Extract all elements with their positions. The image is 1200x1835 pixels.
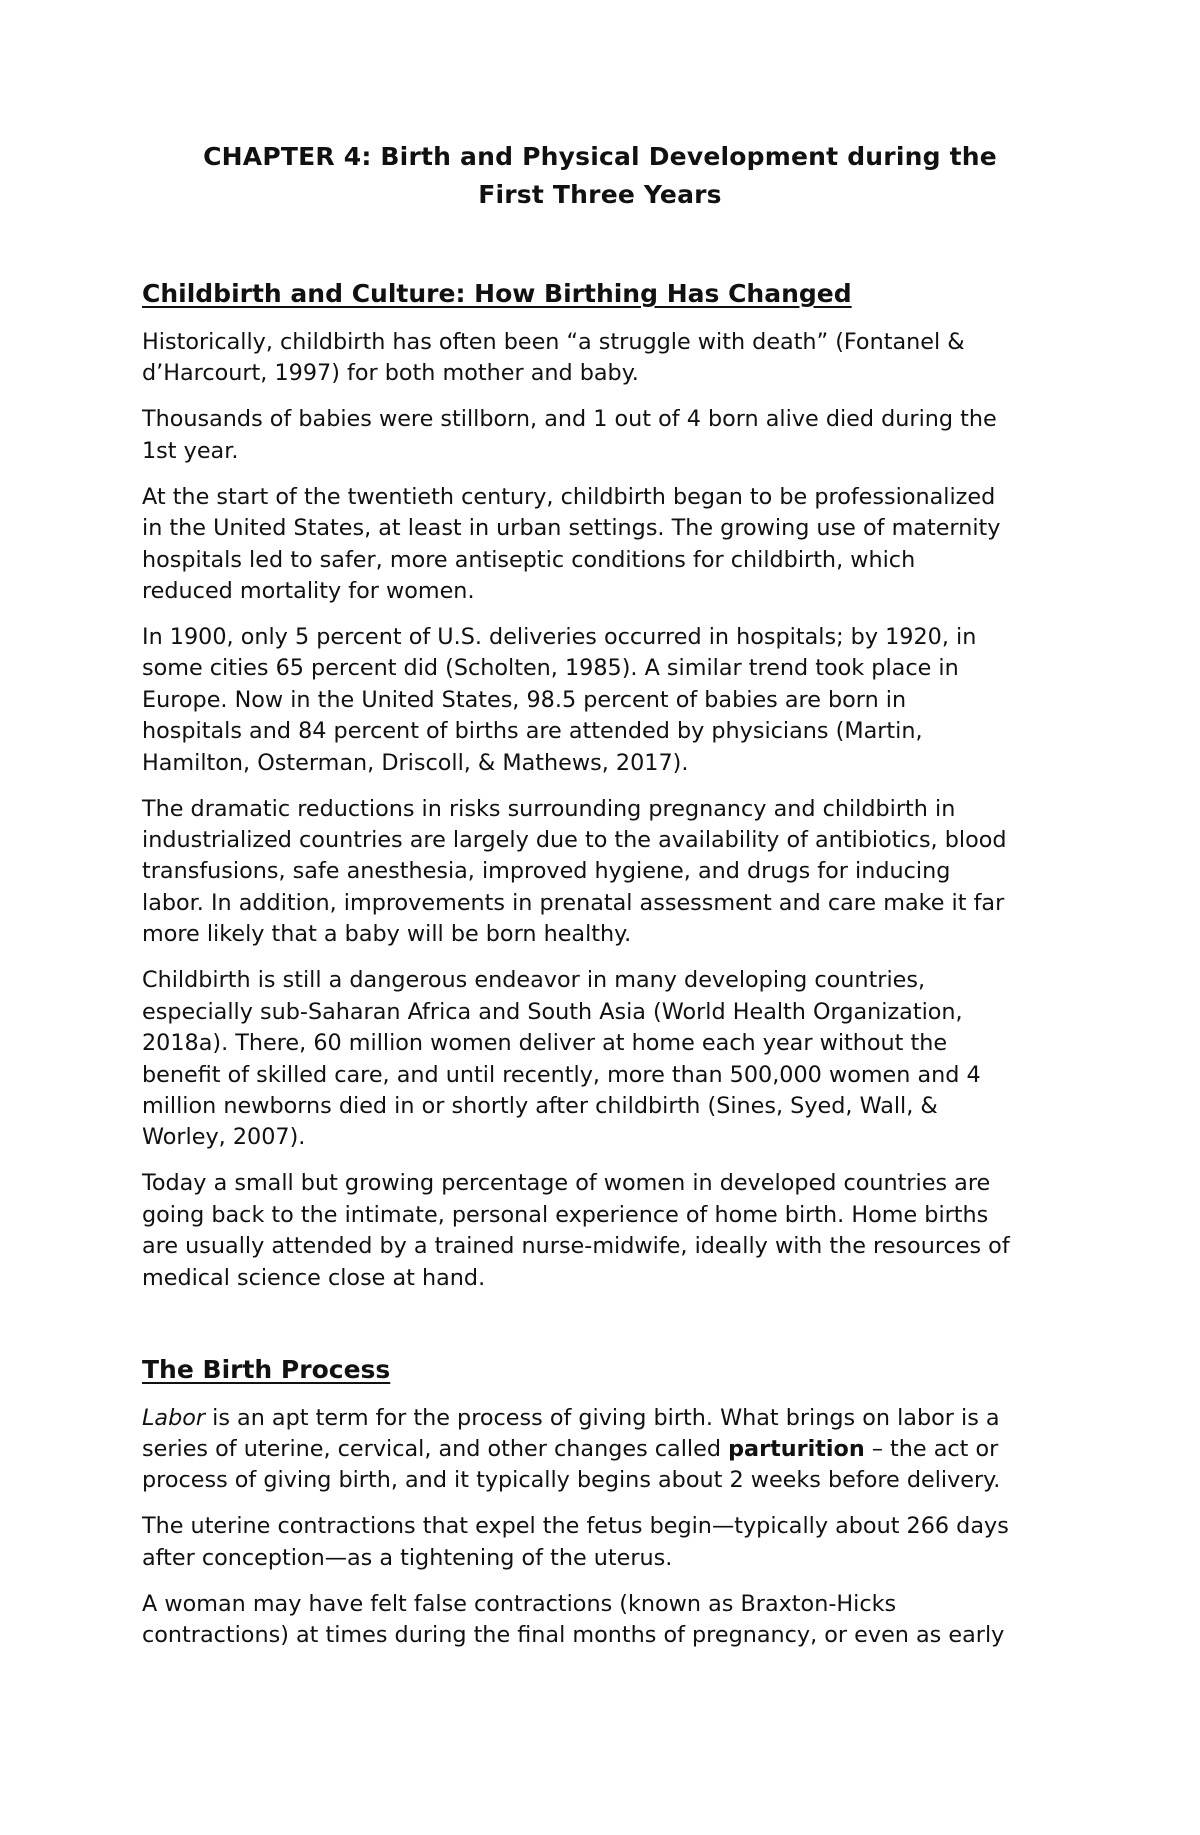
paragraph-line: At the start of the twentieth century, childbirth began to be professionalized (142, 483, 996, 510)
section-childbirth-and-culture (142, 275, 1072, 1294)
paragraph-line: especially sub-Saharan Africa and South Asia (World Health Organization, (142, 998, 963, 1025)
paragraph-line: A woman may have felt false contractions (known as Braxton-Hicks (142, 1590, 897, 1617)
paragraph-line: hospitals and 84 percent of births are attended by physicians (Martin, (142, 718, 923, 745)
paragraph-line: contractions) at times during the final months of pregnancy, or even as early (142, 1622, 1005, 1649)
document-body (142, 275, 1072, 1666)
section-heading: Childbirth and Culture: How Birthing Has Changed (142, 279, 852, 308)
paragraph-line: process of giving birth, and it typically begins about 2 weeks before delivery. (142, 1467, 1001, 1494)
paragraph-line: 1st year. (142, 437, 239, 464)
paragraph-line: Today a small but growing percentage of women in developed countries are (142, 1170, 991, 1197)
paragraph-line: more likely that a baby will be born healthy. (142, 921, 632, 948)
paragraph-line: Historically, childbirth has often been “a struggle with death” (Fontanel & (142, 329, 965, 355)
paragraph-line: Hamilton, Osterman, Driscoll, & Mathews, 2017). (142, 749, 689, 776)
bold-term: parturition (728, 1435, 865, 1462)
paragraph-line (142, 1434, 1072, 1465)
section-heading: The Birth Process (142, 1354, 391, 1384)
paragraph (142, 1589, 1072, 1652)
section-birth-process (142, 1351, 1072, 1652)
paragraph (142, 1168, 1072, 1294)
section-spacer (142, 1309, 1072, 1351)
paragraph-line: benefit of skilled care, and until recently, more than 500,000 women and 4 (142, 1061, 981, 1088)
paragraph (142, 327, 1072, 390)
paragraph (142, 965, 1072, 1153)
italic-term: Labor (142, 1404, 206, 1431)
paragraph-text: series of uterine, cervical, and other changes called (142, 1435, 729, 1462)
paragraph-line: million newborns died in or shortly after childbirth (Sines, Syed, Wall, & (142, 1092, 938, 1119)
paragraph-line: d’Harcourt, 1997) for both mother and baby. (142, 360, 639, 387)
paragraph-line: are usually attended by a trained nurse-midwife, ideally with the resources of (142, 1233, 1010, 1260)
paragraph-text: is an apt term for the process of giving birth. What brings on labor is a (205, 1404, 1000, 1431)
paragraph (142, 1511, 1072, 1574)
paragraph-line: Childbirth is still a dangerous endeavor in many developing countries, (142, 967, 926, 994)
paragraph-line: medical science close at hand. (142, 1264, 486, 1291)
chapter-title-line: CHAPTER 4: Birth and Physical Development during the (203, 142, 997, 171)
paragraph-line: The uterine contractions that expel the fetus begin—typically about 266 days (142, 1513, 1009, 1540)
paragraph-line: hospitals led to safer, more antiseptic conditions for childbirth, which (142, 546, 916, 573)
paragraph-line: The dramatic reductions in risks surrounding pregnancy and childbirth in (142, 795, 956, 822)
paragraph (142, 482, 1072, 608)
paragraph-line: in the United States, at least in urban settings. The growing use of maternity (142, 515, 1001, 542)
paragraph-line: Thousands of babies were stillborn, and 1 out of 4 born alive died during the (142, 406, 997, 433)
paragraph-line: labor. In addition, improvements in prenatal assessment and care make it far (142, 889, 1005, 916)
paragraph-line (142, 1403, 1072, 1434)
paragraph-line: In 1900, only 5 percent of U.S. deliveries occurred in hospitals; by 1920, in (142, 624, 977, 651)
paragraph-line: some cities 65 percent did (Scholten, 1985). A similar trend took place in (142, 655, 959, 682)
paragraph-line: transfusions, safe anesthesia, improved hygiene, and drugs for inducing (142, 858, 951, 885)
paragraph-line: 2018a). There, 60 million women deliver at home each year without the (142, 1030, 948, 1057)
paragraph (142, 622, 1072, 779)
paragraph-line: Worley, 2007). (142, 1124, 306, 1151)
paragraph-line: after conception—as a tightening of the uterus. (142, 1544, 673, 1571)
chapter-title (140, 138, 1060, 214)
paragraph (142, 1403, 1072, 1497)
paragraph-line: reduced mortality for women. (142, 578, 475, 605)
paragraph-line: Europe. Now in the United States, 98.5 percent of babies are born in (142, 686, 907, 713)
paragraph-text: – the act or (864, 1435, 999, 1462)
paragraph (142, 404, 1072, 467)
paragraph-line: going back to the intimate, personal experience of home birth. Home births (142, 1201, 989, 1228)
chapter-title-line: First Three Years (478, 180, 722, 209)
paragraph-line: industrialized countries are largely due to the availability of antibiotics, blood (142, 827, 1007, 854)
paragraph (142, 794, 1072, 951)
